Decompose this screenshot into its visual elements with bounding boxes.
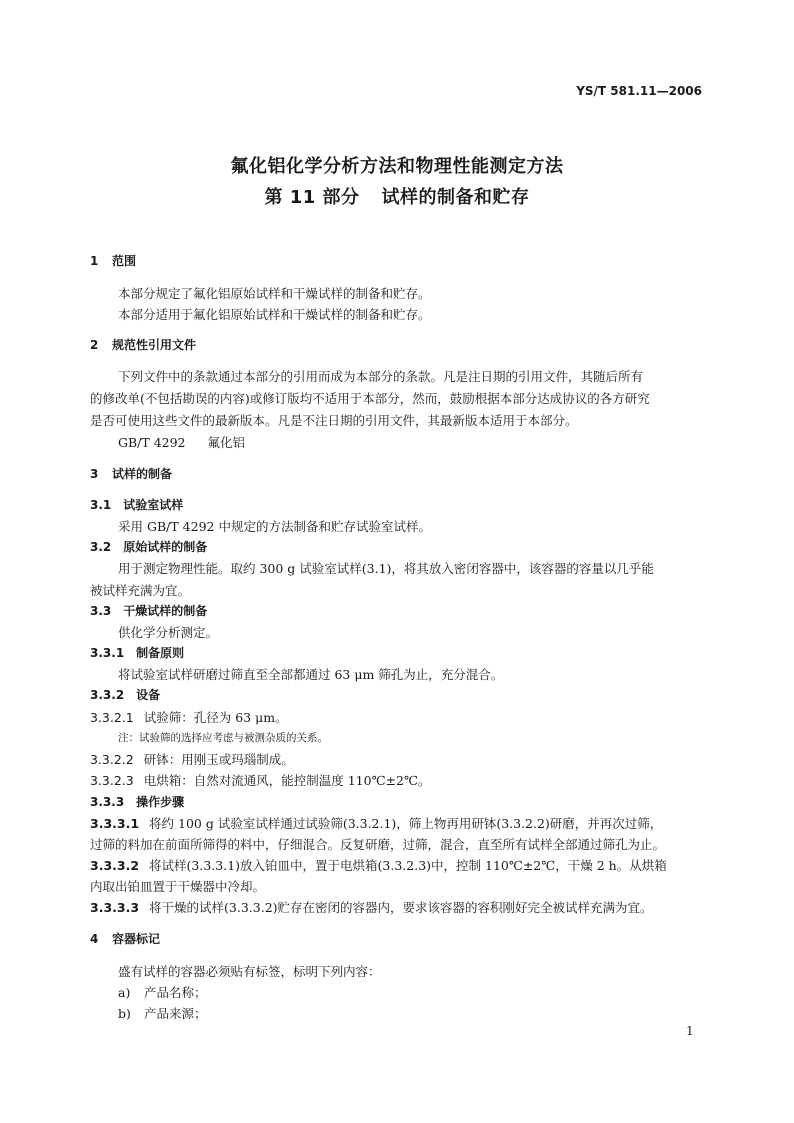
section-heading-3: 3 试样的制备 [90,467,173,481]
normative-reference: GB/T 4292 氟化铝 [118,435,246,450]
subsection-heading-3-1: 3.1 试验室试样 [90,498,184,512]
section-heading-4: 4 容器标记 [90,932,161,946]
clause-3-3-2-1: 3.3.2.1 试验筛：孔径为 63 μm。 [90,710,288,725]
document-number: YS/T 581.11—2006 [576,84,702,98]
page-number: 1 [686,1024,694,1038]
section-heading-1: 1 范围 [90,254,137,268]
subsection-heading-3-3-2: 3.3.2 设备 [90,688,161,702]
document-title: 氟化铝化学分析方法和物理性能测定方法 [230,156,564,177]
paragraph: 是否可使用这些文件的最新版本。凡是不注日期的引用文件，其最新版本适用于本部分。 [90,413,578,428]
subsection-heading-3-2: 3.2 原始试样的制备 [90,540,208,554]
paragraph: 内取出铂皿置于干燥器中冷却。 [90,879,266,894]
paragraph: 将试验室试样研磨过筛直至全部都通过 63 μm 筛孔为止，充分混合。 [118,667,504,682]
subsection-heading-3-3: 3.3 干燥试样的制备 [90,604,208,618]
list-item: a) 产品名称； [118,985,207,1000]
paragraph: 本部分适用于氟化铝原始试样和干燥试样的制备和贮存。 [118,307,431,322]
paragraph: 盛有试样的容器必须贴有标签，标明下列内容： [118,964,381,979]
subsection-heading-3-3-3: 3.3.3 操作步骤 [90,795,185,809]
paragraph: 的修改单(不包括勘误的内容)或修订版均不适用于本部分，然而，鼓励根据本部分达成协议的各方研究 [90,391,650,406]
list-item: b) 产品来源； [118,1006,207,1021]
part-name: 试样的制备和贮存 [381,187,530,208]
subsection-heading-3-3-1: 3.3.1 制备原则 [90,646,185,660]
part-number: 第 11 部分 [264,187,360,208]
paragraph: 供化学分析测定。 [118,625,219,640]
clause-3-3-3-2: 3.3.3.2 将试样(3.3.3.1)放入铂皿中，置于电烘箱(3.3.2.3)中，控制 110℃±2℃，干燥 2 h。从烘箱 [90,858,667,873]
section-heading-2: 2 规范性引用文件 [90,338,197,352]
clause-3-3-2-2: 3.3.2.2 研钵：用刚玉或玛瑙制成。 [90,752,294,767]
paragraph: 本部分规定了氟化铝原始试样和干燥试样的制备和贮存。 [118,286,431,301]
note: 注：试验筛的选择应考虑与被测杂质的关系。 [118,732,328,744]
clause-3-3-3-3: 3.3.3.3 将干燥的试样(3.3.3.2)贮存在密闭的容器内，要求该容器的容积刚好完全被试样充满为宜。 [90,900,653,915]
paragraph: 过筛的料加在前面所筛得的料中，仔细混合。反复研磨，过筛，混合，直至所有试样全部通过筛孔为止。 [90,837,666,852]
paragraph: 用于测定物理性能。取约 300 g 试验室试样(3.1)，将其放入密闭容器中，该容器的容量以几乎能 [118,561,654,576]
paragraph: 采用 GB/T 4292 中规定的方法制备和贮存试验室试样。 [118,519,431,534]
clause-3-3-3-1: 3.3.3.1 将约 100 g 试验室试样通过试验筛(3.3.2.1)，筛上物再用研钵(3.3.2.2)研磨，并再次过筛， [90,816,663,831]
paragraph: 被试样充满为宜。 [90,583,191,598]
clause-3-3-2-3: 3.3.2.3 电烘箱：自然对流通风，能控制温度 110℃±2℃。 [90,773,431,788]
paragraph: 下列文件中的条款通过本部分的引用而成为本部分的条款。凡是注日期的引用文件，其随后所有 [118,369,644,384]
document-subtitle [0,183,794,209]
